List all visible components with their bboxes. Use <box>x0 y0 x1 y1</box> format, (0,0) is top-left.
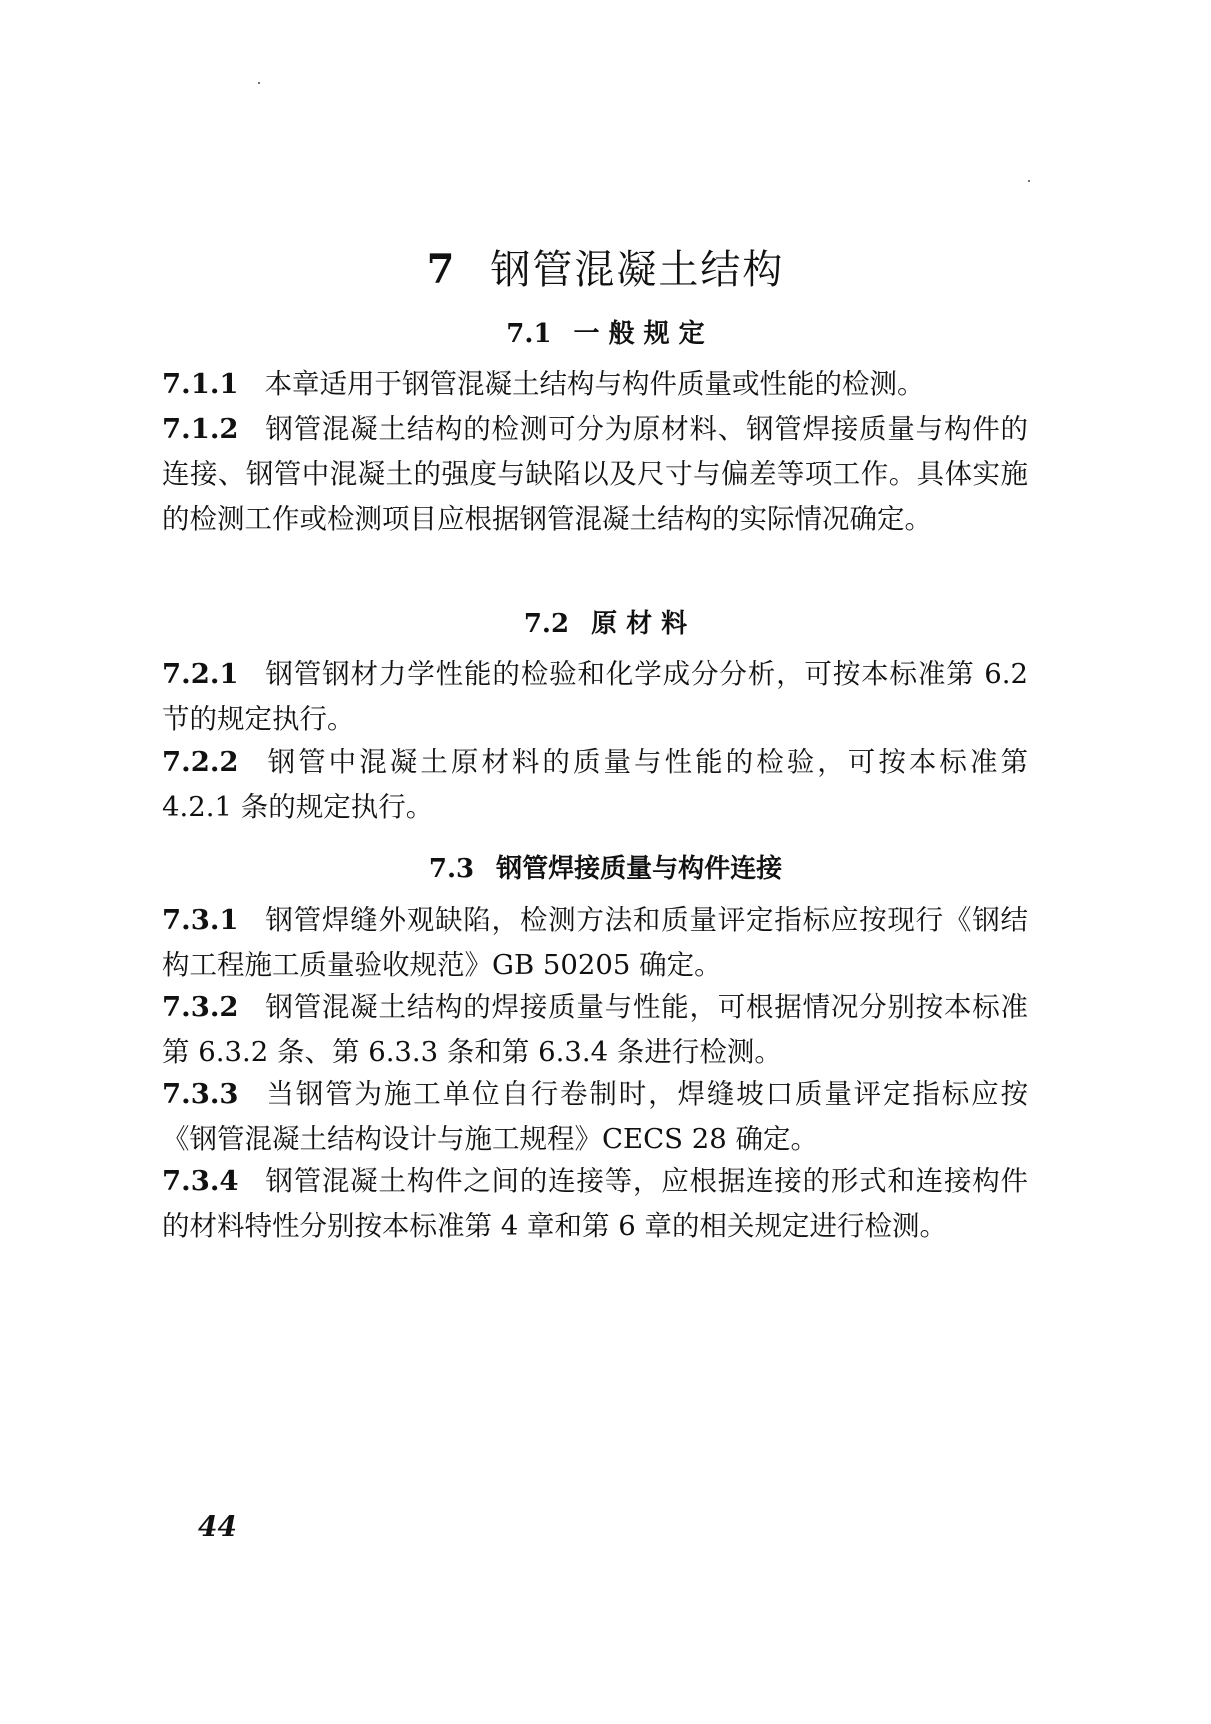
clause-number: 7.1.2 <box>162 413 239 445</box>
clause-7-2-1 <box>162 652 1028 742</box>
clause-number: 7.3.1 <box>162 904 239 936</box>
scan-speck <box>258 82 260 84</box>
clause-text: 钢管焊缝外观缺陷，检测方法和质量评定指标应按现行《钢结构工程施工质量验收规范》GB 50205 确定。 <box>162 904 1028 981</box>
clause-number: 7.2.1 <box>162 658 239 690</box>
clause-text: 钢管中混凝土原材料的质量与性能的检验，可按本标准第 4.2.1 条的规定执行。 <box>162 746 1028 823</box>
section-heading-7-3 <box>0 848 1211 885</box>
clause-number: 7.2.2 <box>162 746 239 778</box>
clause-text: 钢管混凝土结构的检测可分为原材料、钢管焊接质量与构件的连接、钢管中混凝土的强度与缺陷以及尺寸与偏差等项工作。具体实施的检测工作或检测项目应根据钢管混凝土结构的实际情况确定。 <box>162 413 1028 535</box>
section-number: 7.3 <box>428 854 475 884</box>
clause-text: 钢管混凝土构件之间的连接等，应根据连接的形式和连接构件的材料特性分别按本标准第 4 章和第 6 章的相关规定进行检测。 <box>162 1165 1028 1242</box>
section-heading-7-2 <box>0 603 1211 640</box>
clause-7-3-4 <box>162 1159 1028 1249</box>
scan-speck <box>1028 180 1030 182</box>
clause-text: 钢管混凝土结构的焊接质量与性能，可根据情况分别按本标准第 6.3.2 条、第 6.3.3 条和第 6.3.4 条进行检测。 <box>162 991 1028 1068</box>
clause-number: 7.1.1 <box>162 368 239 400</box>
section-number: 7.1 <box>506 319 552 349</box>
section-heading-7-1 <box>0 313 1211 350</box>
clause-7-1-1 <box>162 362 1028 407</box>
section-number: 7.2 <box>523 609 570 639</box>
chapter-title: 钢管混凝土结构 <box>490 247 785 293</box>
clause-text: 钢管钢材力学性能的检验和化学成分分析，可按本标准第 6.2 节的规定执行。 <box>162 658 1028 735</box>
chapter-number: 7 <box>426 246 457 293</box>
section-title: 一 般 规 定 <box>573 319 705 349</box>
clause-number: 7.3.2 <box>162 991 239 1023</box>
clause-number: 7.3.4 <box>162 1165 239 1197</box>
clause-text: 本章适用于钢管混凝土结构与构件质量或性能的检测。 <box>264 368 925 400</box>
clause-7-3-3 <box>162 1072 1028 1162</box>
clause-7-3-2 <box>162 985 1028 1075</box>
chapter-heading <box>0 238 1211 295</box>
clause-7-2-2 <box>162 740 1028 830</box>
section-title: 钢管焊接质量与构件连接 <box>496 854 783 884</box>
clause-7-1-2 <box>162 407 1028 542</box>
clause-7-3-1 <box>162 898 1028 988</box>
section-title: 原 材 料 <box>591 609 688 639</box>
page-number: 44 <box>198 1510 237 1543</box>
clause-number: 7.3.3 <box>162 1078 239 1110</box>
clause-text: 当钢管为施工单位自行卷制时，焊缝坡口质量评定指标应按《钢管混凝土结构设计与施工规程》CECS 28 确定。 <box>162 1078 1028 1155</box>
